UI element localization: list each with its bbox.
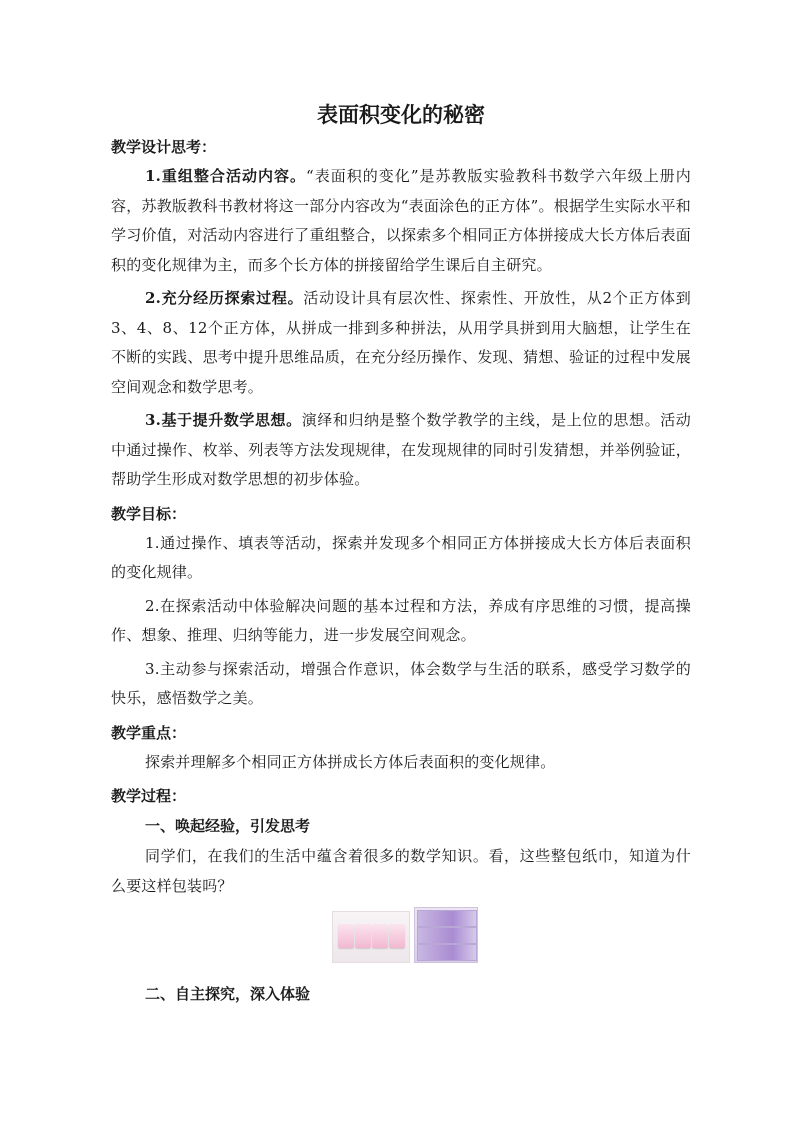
design-item-2-lead: 2.充分经历探索过程。	[145, 289, 304, 307]
purple-tissue-box	[417, 927, 477, 944]
process-heading: 教学过程：	[111, 787, 187, 805]
goal-item-2: 2.在探索活动中体验解决问题的基本过程和方法，养成有序思维的习惯，提高操作、想象、推理、归纳等能力，进一步发展空间观念。	[111, 596, 691, 644]
pink-tissue-box	[355, 924, 371, 948]
design-item-1-text: “表面积的变化”是苏教版实验教科书数学六年级上册内容，苏教版教科书教材将这一部分内容改为“表面涂色的正方体”。根据学生实际水平和学习价值，对活动内容进行了重组整合，以探索多个相同正方体拼接成大长方体后表面积的变化规律为主，而多个长方体的拼接留给学生课后自主研究。	[111, 167, 691, 274]
purple-tissue-box	[417, 910, 477, 927]
goal-item-3: 3.主动参与探索活动，增强合作意识，体会数学与生活的联系，感受学习数学的快乐，感悟数学之美。	[111, 659, 691, 707]
design-item-3	[111, 406, 691, 495]
design-heading: 教学设计思考：	[111, 138, 217, 156]
page-title: 表面积变化的秘密	[317, 102, 485, 127]
design-item-2-text: 活动设计具有层次性、探索性、开放性，从2个正方体到3、4、8、12个正方体，从拼成一排到多种拼法，从用学具拼到用大脑想，让学生在不断的实践、思考中提升思维品质，在充分经历操作、发现、猜想、验证的过程中发展空间观念和数学思考。	[111, 289, 691, 396]
document-body	[111, 98, 691, 1010]
pink-tissue-box	[338, 924, 354, 948]
step1-text: 同学们，在我们的生活中蕴含着很多的数学知识。看，这些整包纸巾，知道为什么要这样包装吗？	[111, 847, 691, 895]
tissue-images	[111, 907, 691, 961]
focus-heading: 教学重点：	[111, 723, 187, 742]
pink-tissue-box	[372, 924, 388, 948]
design-item-3-text: 演绎和归纳是整个数学教学的主线，是上位的思想。活动中通过操作、枚举、列表等方法发现规律，在发现规律的同时引发猜想，并举例验证，帮助学生形成对数学思想的初步体验。	[111, 411, 691, 488]
pink-tissue-pack-image	[332, 911, 410, 963]
design-item-2	[111, 284, 691, 402]
goals-heading: 教学目标：	[111, 504, 187, 523]
goal-item-1: 1.通过操作、填表等活动，探索并发现多个相同正方体拼接成大长方体后表面积的变化规律。	[111, 533, 691, 581]
purple-tissue-box	[417, 944, 477, 961]
step2-heading: 二、自主探究，深入体验	[145, 985, 311, 1003]
design-item-1	[111, 162, 691, 280]
pink-tissue-box	[389, 924, 405, 948]
step1-heading: 一、唤起经验，引发思考	[145, 817, 311, 835]
design-item-3-lead: 3.基于提升数学思想。	[145, 411, 302, 429]
purple-tissue-pack-image	[414, 907, 478, 963]
focus-text: 探索并理解多个相同正方体拼成长方体后表面积的变化规律。	[145, 752, 556, 771]
design-item-1-lead: 1.重组整合活动内容。	[145, 167, 307, 185]
